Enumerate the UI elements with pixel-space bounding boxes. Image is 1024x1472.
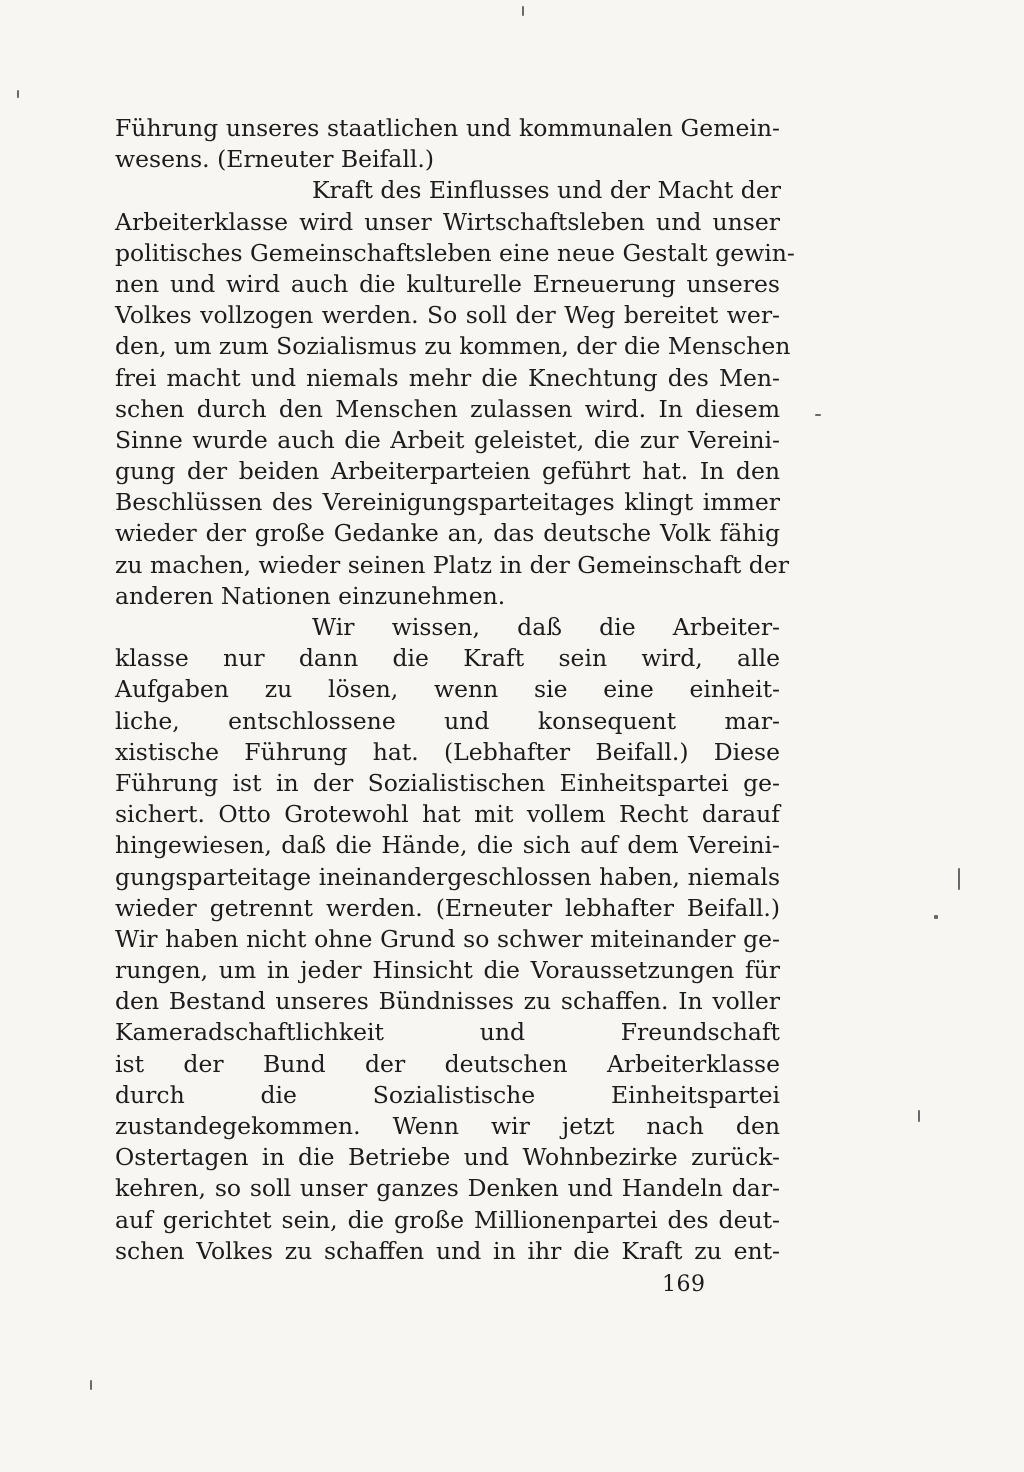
- text-line: Ostertagen in die Betriebe und Wohnbezirke zurück-: [115, 1143, 780, 1172]
- text-line: klasse nur dann die Kraft sein wird, alle: [115, 644, 780, 673]
- page-number: 169: [662, 1272, 706, 1297]
- text-line: wieder getrennt werden. (Erneuter lebhafter Beifall.): [115, 893, 780, 922]
- text-line: hingewiesen, daß die Hände, die sich auf dem Vereini-: [115, 831, 780, 860]
- body-text: [115, 113, 795, 1267]
- text-line: Arbeiterklasse wird unser Wirtschaftsleben und unser: [115, 207, 780, 236]
- scan-speck: [522, 6, 524, 16]
- text-line: xistische Führung hat. (Lebhafter Beifall.) Diese: [115, 737, 780, 766]
- text-line: zu machen, wieder seinen Platz in der Gemeinschaft der: [115, 550, 789, 579]
- text-line: politisches Gemeinschaftsleben eine neue Gestalt gewin-: [115, 238, 795, 267]
- text-line: gungsparteitage ineinandergeschlossen haben, niemals: [115, 862, 780, 891]
- scan-speck: [90, 1380, 92, 1390]
- text-line: Führung ist in der Sozialistischen Einheitspartei ge-: [115, 768, 780, 797]
- text-line: frei macht und niemals mehr die Knechtung des Men-: [115, 363, 780, 392]
- text-line: den Bestand unseres Bündnisses zu schaffen. In voller: [115, 987, 780, 1016]
- text-line: Führung unseres staatlichen und kommunalen Gemein-: [115, 114, 780, 142]
- text-line: Beschlüssen des Vereinigungsparteitages klingt immer: [115, 488, 780, 517]
- text-line: schen Volkes zu schaffen und in ihr die Kraft zu ent-: [115, 1236, 780, 1265]
- scan-speck: [918, 1110, 920, 1122]
- text-line: den, um zum Sozialismus zu kommen, der die Menschen: [115, 332, 791, 361]
- text-line: durch die Sozialistische Einheitspartei: [115, 1080, 780, 1109]
- text-line: Wir haben nicht ohne Grund so schwer miteinander ge-: [115, 924, 780, 953]
- scan-speck: [958, 868, 960, 890]
- text-line: sichert. Otto Grotewohl hat mit vollem Recht darauf: [115, 800, 780, 829]
- text-line: Wir wissen, daß die Arbeiter-: [312, 613, 780, 641]
- scan-speck: [815, 414, 821, 416]
- text-line: Sinne wurde auch die Arbeit geleistet, die zur Vereini-: [115, 425, 780, 454]
- text-line: Kameradschaftlichkeit und Freundschaft: [115, 1018, 780, 1047]
- text-line: kehren, so soll unser ganzes Denken und Handeln dar-: [115, 1174, 780, 1203]
- text-line: ist der Bund der deutschen Arbeiterklasse: [115, 1049, 780, 1078]
- text-line: anderen Nationen einzunehmen.: [115, 581, 506, 610]
- text-line: auf gerichtet sein, die große Millionenpartei des deut-: [115, 1205, 780, 1234]
- text-line: Kraft des Einflusses und der Macht der: [312, 176, 781, 205]
- text-line: wesens. (Erneuter Beifall.): [115, 145, 434, 174]
- text-line: nen und wird auch die kulturelle Erneuerung unseres: [115, 269, 780, 298]
- scan-speck: [934, 915, 938, 919]
- text-line: wieder der große Gedanke an, das deutsche Volk fähig: [115, 519, 780, 548]
- text-line: schen durch den Menschen zulassen wird. In diesem: [115, 394, 780, 423]
- text-line: gung der beiden Arbeiterparteien geführt hat. In den: [115, 457, 780, 486]
- text-line: Volkes vollzogen werden. So soll der Weg bereitet wer-: [115, 301, 780, 330]
- text-line: Aufgaben zu lösen, wenn sie eine einheit-: [115, 675, 780, 704]
- scan-speck: [17, 90, 19, 98]
- text-line: zustandegekommen. Wenn wir jetzt nach den: [115, 1112, 780, 1140]
- text-line: rungen, um in jeder Hinsicht die Voraussetzungen für: [115, 956, 780, 985]
- text-line: liche, entschlossene und konsequent mar-: [115, 706, 780, 735]
